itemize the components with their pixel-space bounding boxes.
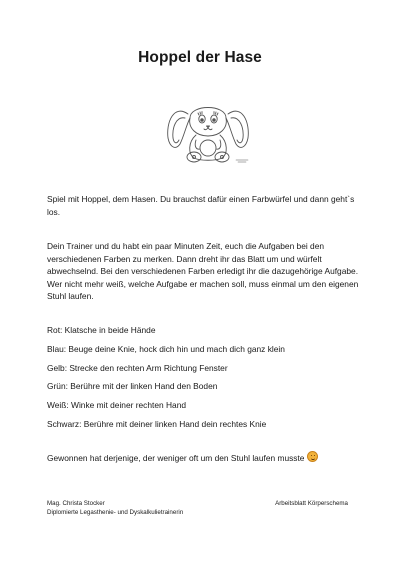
footer-author xyxy=(47,499,183,517)
author-title: Diplomierte Legasthenie- und Dyskalkulietrainerin xyxy=(47,509,184,516)
smiley-emoji-icon xyxy=(307,451,318,462)
author-name: Mag. Christa Stocker xyxy=(47,500,105,507)
outro-paragraph xyxy=(47,451,367,465)
color-task-item: Rot: Klatsche in beide Hände xyxy=(47,325,156,335)
color-task-item: Blau: Beuge deine Knie, hock dich hin und mach dich ganz klein xyxy=(47,343,285,354)
color-task-item: Schwarz: Berühre mit deiner linken Hand dein rechtes Knie xyxy=(47,418,267,429)
color-task-item: Gelb: Strecke den rechten Arm Richtung Fenster xyxy=(47,362,228,373)
page-title: Hoppel der Hase xyxy=(138,49,262,66)
intro-paragraph: Spiel mit Hoppel, dem Hasen. Du brauchst dafür einen Farbwürfel und dann geht`s los. xyxy=(47,194,355,217)
color-task-list xyxy=(47,324,367,437)
bunny-illustration xyxy=(160,94,256,166)
color-task-item: Grün: Berühre mit der linken Hand den Boden xyxy=(47,381,218,392)
rules-paragraph: Dein Trainer und du habt ein paar Minuten Zeit, euch die Aufgaben bei den verschiedenen Farben zu merken. Dann dreht ihr das Blatt um und würfelt abwechselnd. Bei den verschiedenen Farben erledigt ihr die dazugehörige Aufgabe. Wer nicht mehr weiß, welche Aufgabe er machen soll, muss einmal um den eigenen Stuhl laufen. xyxy=(47,241,359,301)
outro-text: Gewonnen hat derjenige, der weniger oft um den Stuhl laufen musste xyxy=(47,453,305,463)
color-task-item: Weiß: Winke mit deiner rechten Hand xyxy=(47,400,187,411)
footer-sheet-name: Arbeitsblatt Körperschema xyxy=(275,500,348,507)
